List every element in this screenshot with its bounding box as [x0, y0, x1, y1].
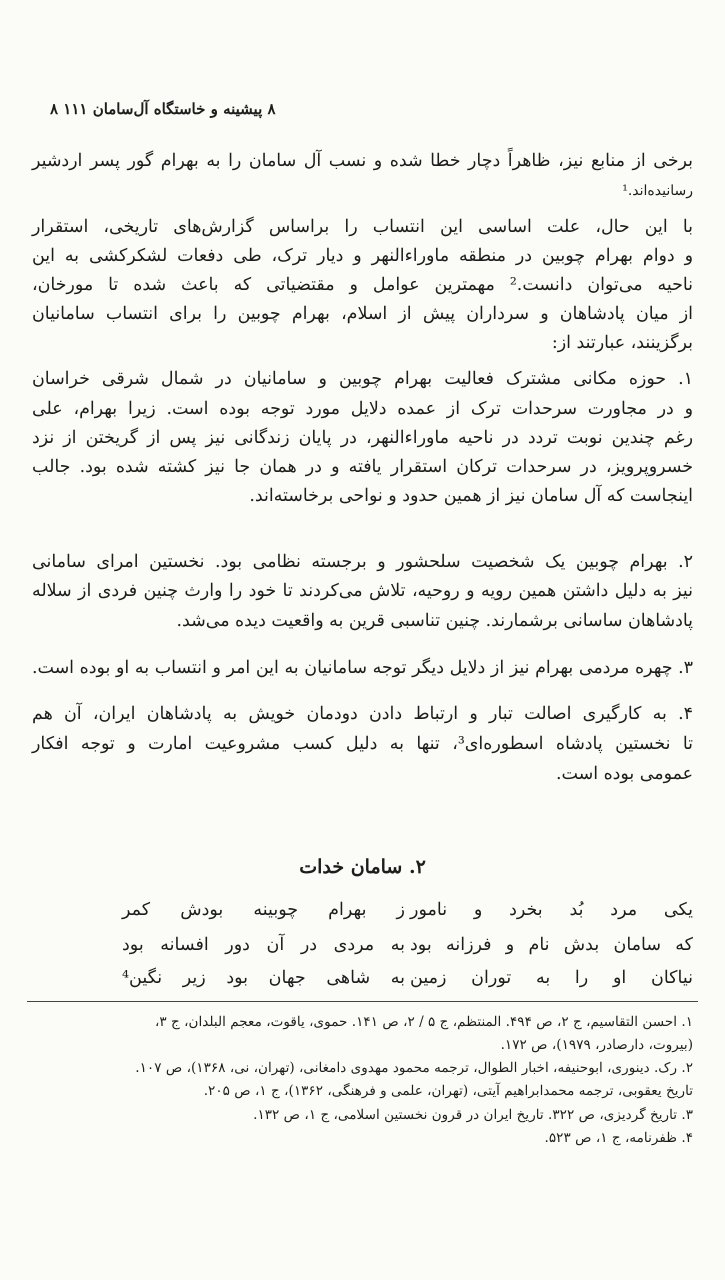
body-line: عمومی بوده است. [556, 764, 693, 784]
footnote-line: تاریخ یعقوبی، ترجمه محمدابراهیم آیتی، (تهران، علمی و فرهنگی، ۱۳۶۲)، ج ۱، ص ۲۰۵. [203, 1083, 693, 1099]
footnote-line: ۴. ظفرنامه، ج ۱، ص ۵۲۳. [544, 1130, 693, 1146]
verse-hemistich-right: یکی مرد بُد بخرد و نامور [410, 900, 693, 920]
body-line: نیز به دلیل داشتن همین رویه و روحیه، تلاش می‌کردند تا خود را وارث چنین فردی از سلاله [32, 581, 693, 601]
verse-hemistich-left: به شاهی جهان بود زیر نگین⁴ [122, 968, 405, 988]
body-line: برگزینند، عبارتند از: [551, 333, 693, 353]
footnote-line: ۳. تاریخ گردیزی، ص ۳۲۲. تاریخ ایران در قرون نخستین اسلامی، ج ۱، ص ۱۳۲. [253, 1107, 693, 1123]
footnote-divider [27, 1001, 698, 1002]
section-title: ۲. سامان خدات [299, 856, 426, 878]
body-line: و دوام بهرام چوبین در منطقه ماوراء‌النهر و دیار ترک، طی دفعات لشکرکشی به این [32, 246, 693, 266]
body-line: ۳. چهره مردمی بهرام نیز از دلایل دیگر توجه سامانیان به این امر و انتساب به او بوده است. [32, 658, 693, 678]
body-line: خسروپرویز، در سرحدات ترکان استقرار یافته و در همان جا نیز کشته شده بود. جالب [32, 457, 693, 477]
verse-hemistich-right: نیاکان او را به توران زمین [410, 968, 693, 988]
body-line: ۴. به کارگیری اصالت تبار و ارتباط دادن دودمان خویش به پادشاهان ایران، آن هم [32, 704, 693, 724]
body-line: ناحیه می‌توان دانست.² مهمترین عوامل و مقتضیاتی که باعث شده تا مورخان، [32, 275, 693, 295]
body-line: رغم چندین نوبت تردد در ناحیه ماوراء‌النهر، در پایان زندگانی نیز پس از گریختن از نزد [32, 428, 693, 448]
body-line: برخی از منابع نیز، ظاهراً دچار خطا شده و نسب آل سامان را به بهرام گور پسر اردشیر [32, 151, 693, 171]
verse-hemistich-left: ز بهرام چوبینه بودش کمر [122, 900, 405, 920]
body-line: با این حال، علت اساسی این انتساب را براساس گزارش‌های تاریخی، استقرار [32, 217, 693, 237]
body-line: از میان پادشاهان و سرداران پیش از اسلام، بهرام چوبین را برای انتساب سامانیان [32, 304, 693, 324]
footnote-line: (بیروت، دارصادر، ۱۹۷۹)، ص ۱۷۲. [500, 1037, 693, 1053]
footnote-line: ۲. رک. دینوری، ابوحنیفه، اخبار الطوال، ترجمه محمود مهدوی دامغانی، (تهران، نی، ۱۳۶۸)، ص ۱۰۷. [135, 1060, 693, 1076]
body-line: پادشاهان ساسانی برشمارند. چنین تناسبی قرین به واقعیت دیده می‌شد. [176, 611, 693, 631]
verse-hemistich-left: به مردی در آن دور افسانه بود [122, 935, 405, 955]
body-line: اینجاست که آل سامان نیز از همین حدود و نواحی برخاسته‌اند. [249, 486, 693, 506]
running-header: ٨ پیشینه و خاستگاه آل‌سامان ١١١ ٨ [50, 100, 276, 118]
body-line: ۲. بهرام چوبین یک شخصیت سلحشور و برجسته نظامی بود. نخستین امرای سامانی [32, 552, 693, 572]
body-line: و در مجاورت سرحدات ترک از عمده دلایل مورد توجه بوده است. زیرا بهرام، علی [32, 399, 693, 419]
footnote-line: ۱. احسن التقاسیم، ج ۲، ص ۴۹۴. المنتظم، ج ۵ / ۲، ص ۱۴۱. حموی، یاقوت، معجم البلدان، ج ۳، [154, 1014, 693, 1030]
body-line: تا نخستین پادشاه اسطوره‌ای³، تنها به دلیل کسب مشروعیت امارت و توجه افکار [32, 734, 693, 754]
verse-hemistich-right: که سامان بدش نام و فرزانه بود [410, 935, 693, 955]
body-line: ۱. حوزه مکانی مشترک فعالیت بهرام چوبین و سامانیان در شمال شرقی خراسان [32, 369, 693, 389]
body-line: رسانیده‌اند.¹ [622, 183, 693, 199]
